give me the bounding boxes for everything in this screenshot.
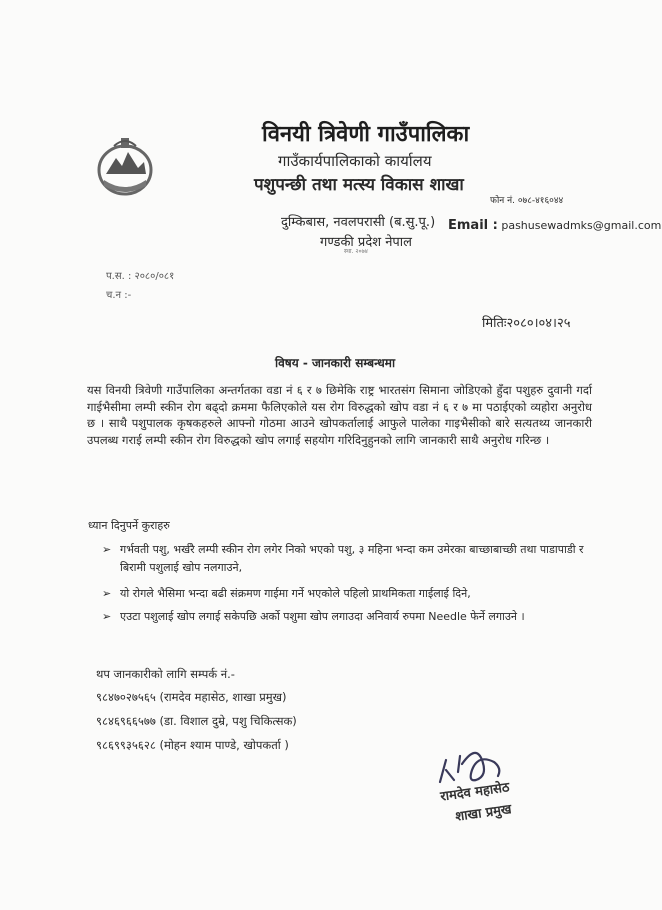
signatory-name: रामदेव महासेठ — [439, 780, 511, 805]
note-item — [102, 541, 592, 577]
email-label: Email : — [448, 218, 498, 233]
office-name: गाउँकार्यपालिकाको कार्यालय — [278, 152, 432, 170]
note-item — [102, 608, 592, 626]
body-paragraph: यस विनयी त्रिवेणी गाउँपालिका अन्तर्गतका वडा नं ६ र ७ छिमेकि राष्ट्र भारतसंग सिमाना जोडिएको हुँदा पशुहरु दुवानी गर्दा गाईभैसीमा लम्पी स्कीन रोग बढ्दो क्रममा फैलिएकोले यस रोग विरुद्धको खोप वडा नं ६ र ७ मा पठाईएको व्यहोरा अनुरोध छ । साथै पशुपालक कृषकहरुले आफ्नो गोठमा आउने खोपकर्तालाई आफुले पालेका गाइभैसीको बारे सत्यतथ्य जानकारी उपलब्ध गराई लम्पी स्कीन रोग विरुद्धको खोप लगाई सहयोग गरिदिनुहुनको लागि जानकारी साथै अनुरोध गरिन्छ । — [87, 383, 592, 448]
patra-sankhya: प.स. : २०८०/०८१ — [106, 271, 175, 282]
arrow-bullet-icon: ➢ — [102, 610, 112, 623]
note-text: गर्भवती पशु, भर्खरै लम्पी स्कीन रोग लगेर निको भएको पशु, ३ महिना भन्दा कम उमेरका बाच्छाबाच्छी तथा पाडापाडी र बिरामी पशुलाई खोप नलगाउने, — [120, 543, 584, 574]
branch-name: पशुपन्छी तथा मत्स्य विकास शाखा — [254, 175, 464, 195]
nepal-emblem-icon — [94, 134, 156, 200]
province-country: गण्डकी प्रदेश नेपाल — [320, 235, 412, 250]
contact-item: ९८६९९३५६२८ (मोहन श्याम पाण्डे, खोपकर्ता ) — [96, 738, 289, 752]
phone-number: फोन नं. ०७८-४१६०४४ — [490, 196, 564, 206]
subject-line: विषय - जानकारी सम्बन्धमा — [275, 356, 396, 370]
email-address: pashusewadmks@gmail.com — [501, 219, 662, 232]
contact-item: ९८४७०२७५६५ (रामदेव महासेठ, शाखा प्रमुख) — [96, 690, 287, 704]
contact-item: ९८४६९६६५७७ (डा. विशाल दुम्रे, पशु चिकित्सक) — [96, 714, 297, 728]
note-item — [102, 585, 592, 603]
arrow-bullet-icon: ➢ — [102, 543, 112, 556]
address: दुम्किबास, नवलपरासी (ब.सु.पू.) — [281, 215, 436, 230]
note-text: एउटा पशुलाई खोप लगाई सकेपछि अर्को पशुमा खोप लगाउदा अनिवार्य रुपमा Needle फेर्ने लगाउने । — [120, 610, 525, 623]
org-name: विनयी त्रिवेणी गाउँपालिका — [262, 122, 470, 147]
stamp-text: स्था. २०७४ — [344, 248, 368, 255]
notes-heading: ध्यान दिनुपर्ने कुराहरु — [88, 519, 170, 532]
chalani-number: च.न :- — [106, 290, 132, 301]
contacts-heading: थप जानकारीको लागि सम्पर्क नं.- — [96, 667, 235, 681]
arrow-bullet-icon: ➢ — [102, 587, 112, 600]
signatory-title: शाखा प्रमुख — [454, 802, 513, 825]
note-text: यो रोगले भैसिमा भन्दा बढी संक्रमण गाईमा गर्ने भएकोले पहिलो प्राथमिकता गाईलाई दिने, — [120, 587, 471, 600]
email-line — [448, 218, 661, 233]
letter-date: मितिः२०८०।०४।२५ — [482, 316, 571, 331]
